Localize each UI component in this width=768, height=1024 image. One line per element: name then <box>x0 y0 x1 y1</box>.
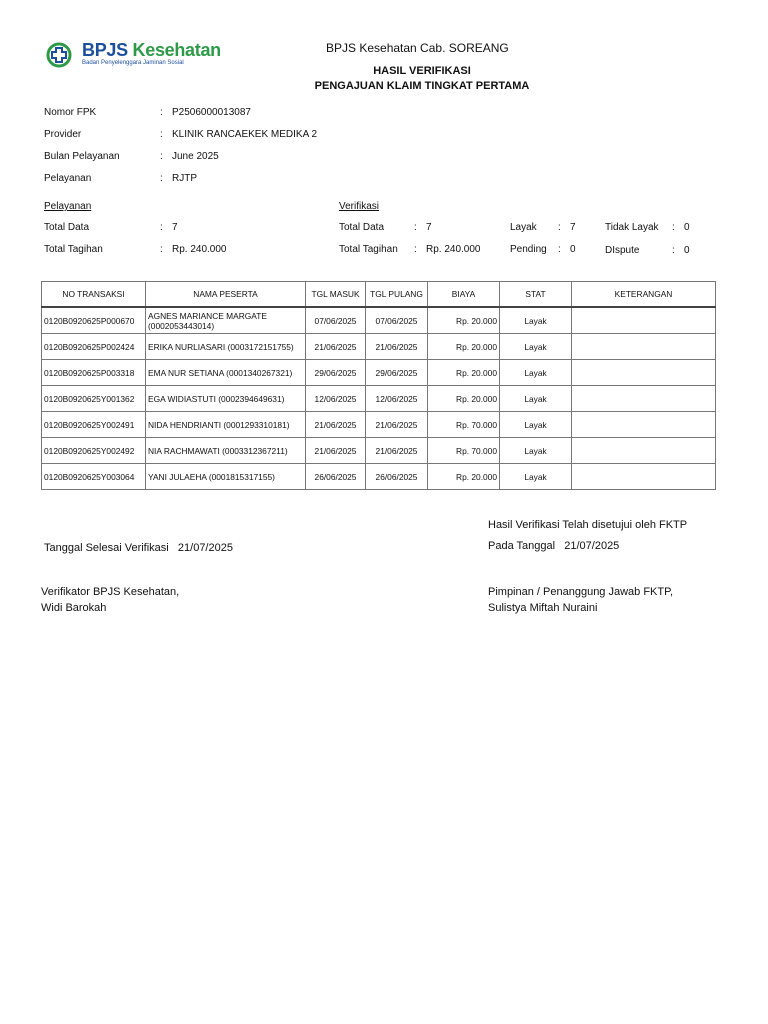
colon: : <box>558 244 561 255</box>
pending-label: Pending <box>510 244 547 255</box>
column-header: NAMA PESERTA <box>146 282 306 308</box>
tgl-masuk-cell: 07/06/2025 <box>306 307 366 334</box>
document-subtitle: PENGAJUAN KLAIM TINGKAT PERTAMA <box>314 80 530 92</box>
nama-peserta-cell: EMA NUR SETIANA (0001340267321) <box>146 360 306 386</box>
column-header: KETERANGAN <box>572 282 716 308</box>
no-transaksi-cell: 0120B0920625Y002492 <box>42 438 146 464</box>
tgl-masuk-cell: 29/06/2025 <box>306 360 366 386</box>
column-header: NO TRANSAKSI <box>42 282 146 308</box>
no-transaksi-cell: 0120B0920625P003318 <box>42 360 146 386</box>
total-tagihan-label: Total Tagihan <box>339 244 398 255</box>
nomor-fpk-label: Nomor FPK <box>44 107 97 118</box>
provider-value: KLINIK RANCAEKEK MEDIKA 2 <box>172 129 318 140</box>
nama-peserta-cell: AGNES MARIANCE MARGATE (0002053443014) <box>146 307 306 334</box>
logo-wordmark: BPJS Kesehatan <box>82 40 221 60</box>
pimpinan-title: Pimpinan / Penanggung Jawab FKTP, <box>488 586 674 598</box>
nama-peserta-cell: YANI JULAEHA (0001815317155) <box>146 464 306 490</box>
colon: : <box>558 222 561 233</box>
tidak-layak-value: 0 <box>684 222 690 233</box>
stat-cell: Layak <box>500 386 572 412</box>
pimpinan-name: Sulistya Miftah Nuraini <box>488 602 598 614</box>
tgl-pulang-cell: 21/06/2025 <box>366 334 428 360</box>
pelayanan-heading: Pelayanan <box>44 201 92 212</box>
no-transaksi-cell: 0120B0920625Y001362 <box>42 386 146 412</box>
biaya-cell: Rp. 20.000 <box>428 464 500 490</box>
tgl-pulang-cell: 21/06/2025 <box>366 438 428 464</box>
tgl-masuk-cell: 26/06/2025 <box>306 464 366 490</box>
verifikator-title: Verifikator BPJS Kesehatan, <box>41 586 180 598</box>
logo-subtitle: Badan Penyelenggara Jaminan Sosial <box>82 60 184 66</box>
stat-cell: Layak <box>500 464 572 490</box>
biaya-cell: Rp. 20.000 <box>428 386 500 412</box>
tgl-pulang-cell: 21/06/2025 <box>366 412 428 438</box>
stat-cell: Layak <box>500 334 572 360</box>
approval-statement: Hasil Verifikasi Telah disetujui oleh FKTP <box>488 519 688 531</box>
keterangan-cell <box>572 438 716 464</box>
keterangan-cell <box>572 464 716 490</box>
approval-date: Pada Tanggal 21/07/2025 <box>488 540 620 552</box>
verifikasi-total-tagihan: Rp. 240.000 <box>426 244 481 255</box>
pending-value: 0 <box>570 244 576 255</box>
tgl-masuk-cell: 21/06/2025 <box>306 438 366 464</box>
tidak-layak-label: Tidak Layak <box>605 222 659 233</box>
keterangan-cell <box>572 334 716 360</box>
bulan-pelayanan-value: June 2025 <box>172 151 219 162</box>
nama-peserta-cell: NIA RACHMAWATI (0003312367211) <box>146 438 306 464</box>
table-row <box>42 412 716 438</box>
document-title: HASIL VERIFIKASI <box>373 65 471 77</box>
tgl-pulang-cell: 12/06/2025 <box>366 386 428 412</box>
stat-cell: Layak <box>500 307 572 334</box>
verifikator-name: Widi Barokah <box>41 602 107 614</box>
colon: : <box>414 222 417 233</box>
table-row <box>42 360 716 386</box>
pelayanan-total-data: 7 <box>172 222 178 233</box>
pelayanan-label: Pelayanan <box>44 173 92 184</box>
table-row <box>42 334 716 360</box>
biaya-cell: Rp. 20.000 <box>428 307 500 334</box>
verifikasi-total-data: 7 <box>426 222 432 233</box>
stat-cell: Layak <box>500 360 572 386</box>
table-row <box>42 307 716 334</box>
column-header: TGL MASUK <box>306 282 366 308</box>
colon: : <box>672 245 675 256</box>
branch-name: BPJS Kesehatan Cab. SOREANG <box>326 41 509 55</box>
colon: : <box>160 129 163 140</box>
pelayanan-value: RJTP <box>172 173 197 184</box>
colon: : <box>160 151 163 162</box>
table-row <box>42 386 716 412</box>
dispute-value: 0 <box>684 245 690 256</box>
stat-cell: Layak <box>500 438 572 464</box>
table-row <box>42 464 716 490</box>
total-data-label: Total Data <box>44 222 90 233</box>
nomor-fpk-value: P2506000013087 <box>172 107 251 118</box>
table-header-row <box>42 282 716 308</box>
column-header: TGL PULANG <box>366 282 428 308</box>
provider-label: Provider <box>44 129 82 140</box>
verifikasi-heading: Verifikasi <box>339 201 380 212</box>
layak-value: 7 <box>570 222 576 233</box>
keterangan-cell <box>572 386 716 412</box>
tgl-masuk-cell: 12/06/2025 <box>306 386 366 412</box>
colon: : <box>160 244 163 255</box>
nama-peserta-cell: EGA WIDIASTUTI (0002394649631) <box>146 386 306 412</box>
column-header: STAT <box>500 282 572 308</box>
keterangan-cell <box>572 307 716 334</box>
layak-label: Layak <box>510 222 537 233</box>
keterangan-cell <box>572 360 716 386</box>
total-data-label: Total Data <box>339 222 385 233</box>
colon: : <box>160 107 163 118</box>
tgl-pulang-cell: 29/06/2025 <box>366 360 428 386</box>
table-row <box>42 438 716 464</box>
biaya-cell: Rp. 70.000 <box>428 412 500 438</box>
tgl-masuk-cell: 21/06/2025 <box>306 334 366 360</box>
column-header: BIAYA <box>428 282 500 308</box>
no-transaksi-cell: 0120B0920625P000670 <box>42 307 146 334</box>
colon: : <box>672 222 675 233</box>
bulan-pelayanan-label: Bulan Pelayanan <box>44 151 120 162</box>
biaya-cell: Rp. 20.000 <box>428 360 500 386</box>
nama-peserta-cell: NIDA HENDRIANTI (0001293310181) <box>146 412 306 438</box>
total-tagihan-label: Total Tagihan <box>44 244 103 255</box>
colon: : <box>160 222 163 233</box>
nama-peserta-cell: ERIKA NURLIASARI (0003172151755) <box>146 334 306 360</box>
keterangan-cell <box>572 412 716 438</box>
no-transaksi-cell: 0120B0920625Y003064 <box>42 464 146 490</box>
tgl-pulang-cell: 07/06/2025 <box>366 307 428 334</box>
stat-cell: Layak <box>500 412 572 438</box>
no-transaksi-cell: 0120B0920625Y002491 <box>42 412 146 438</box>
tgl-masuk-cell: 21/06/2025 <box>306 412 366 438</box>
tgl-pulang-cell: 26/06/2025 <box>366 464 428 490</box>
biaya-cell: Rp. 20.000 <box>428 334 500 360</box>
dispute-label: DIspute <box>605 245 640 256</box>
biaya-cell: Rp. 70.000 <box>428 438 500 464</box>
claims-table <box>41 281 716 490</box>
pelayanan-total-tagihan: Rp. 240.000 <box>172 244 227 255</box>
colon: : <box>414 244 417 255</box>
verification-finish-date: Tanggal Selesai Verifikasi 21/07/2025 <box>44 542 233 554</box>
colon: : <box>160 173 163 184</box>
no-transaksi-cell: 0120B0920625P002424 <box>42 334 146 360</box>
